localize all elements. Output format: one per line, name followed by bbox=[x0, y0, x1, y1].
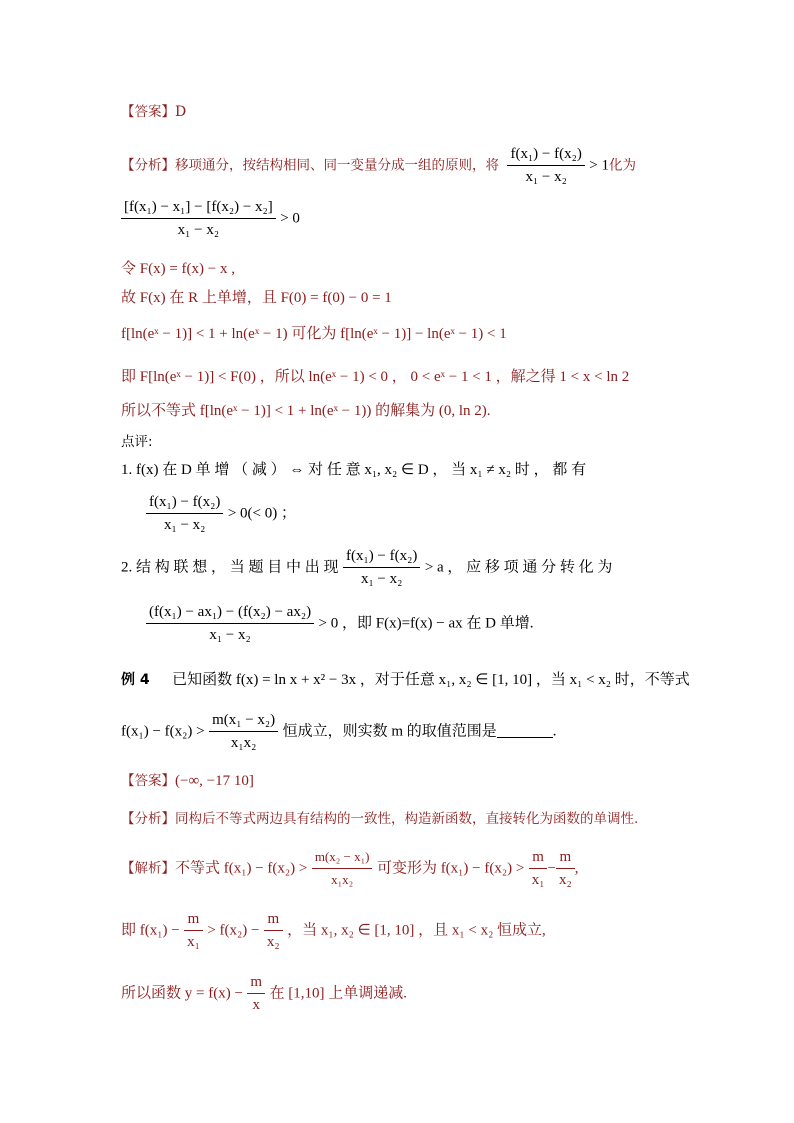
fraction-numerator: [f(x₁) − x₁] − [f(x₂) − x₂] bbox=[121, 198, 276, 219]
fraction-denominator: x₁x₂ bbox=[331, 872, 354, 887]
fraction-line-2 bbox=[121, 198, 300, 239]
fraction-numerator: m bbox=[264, 910, 283, 931]
line2-text-a: 即 f(x₁) − bbox=[121, 922, 180, 939]
analysis-fraction bbox=[507, 145, 584, 186]
fraction-denominator: x₁ − x₂ bbox=[209, 627, 251, 643]
analysis-text-b: 化为 bbox=[609, 157, 637, 174]
fraction-denominator: x₁ − x₂ bbox=[360, 571, 403, 587]
fraction-denominator: x₂ bbox=[558, 872, 572, 888]
fraction-denominator: x bbox=[252, 997, 260, 1013]
item-2-text: 2. 结 构 联 想 ， 当 题 目 中 出 现 bbox=[121, 559, 339, 576]
line2-text-c: ，当 x₁, x₂ ∈ [1, 10] ，且 x₁ < x₂ 恒成立, bbox=[287, 922, 546, 939]
line2-text-b: > f(x₂) − bbox=[207, 922, 260, 939]
fraction-numerator: m bbox=[556, 848, 575, 869]
answer-blank bbox=[497, 723, 553, 738]
fraction-denominator: x₁ − x₂ bbox=[525, 169, 567, 185]
analysis-2-line bbox=[121, 810, 638, 828]
fraction-denominator: x₁ − x₂ bbox=[163, 517, 206, 533]
m-over-x1 bbox=[184, 910, 203, 951]
derivation-line: 即 F[ln(eˣ − 1)] < F(0) ，所以 ln(eˣ − 1) < 0 ， 0 < eˣ − 1 < 1 ，解之得 1 < x < ln 2 bbox=[121, 369, 630, 385]
fraction-numerator: f(x₁) − f(x₂) bbox=[507, 145, 584, 166]
analysis-relation: > 1 bbox=[589, 157, 610, 174]
example-fraction bbox=[209, 711, 278, 752]
example-text-b: 恒成立，则实数 m 的取值范围是 bbox=[282, 723, 497, 740]
example-text: 已知函数 f(x) = ln x + x² − 3x ，对于任意 x₁, x₂ ∈ [1, 10] ，当 x₁ < x₂ 时，不等式 bbox=[172, 672, 690, 688]
comment-fraction bbox=[146, 493, 223, 534]
comment-item-1: 1. f(x) 在 D 单 增 （ 减 ） ⇔ 对 任 意 x₁, x₂ ∈ D ， 当 x₁ ≠ x₂ 时 ， 都 有 bbox=[121, 462, 587, 478]
fraction-numerator: (f(x₁) − ax₁) − (f(x₂) − ax₂) bbox=[146, 603, 314, 624]
item-2-fraction bbox=[343, 547, 420, 588]
mono-line: 故 F(x) 在 R 上单增，且 F(0) = f(0) − 0 = 1 bbox=[121, 290, 392, 306]
fraction-numerator: m bbox=[247, 973, 265, 994]
fraction-denominator: x₁x₂ bbox=[230, 735, 257, 751]
fraction-denominator: x₂ bbox=[266, 934, 280, 950]
fraction-denominator: x₁ bbox=[531, 872, 545, 888]
answer-label: 【答案】 bbox=[121, 104, 175, 120]
fraction-denominator: x₁ − x₂ bbox=[177, 222, 220, 238]
solution-line-3 bbox=[121, 973, 407, 1014]
analysis-text: 同构后不等式两边具有结构的一致性，构造新函数，直接转化为函数的单调性. bbox=[175, 811, 639, 827]
solution-line-2 bbox=[121, 910, 546, 951]
comma: , bbox=[574, 860, 579, 877]
answer-value: D bbox=[175, 104, 187, 120]
period: . bbox=[552, 723, 557, 740]
solution-set-line: 所以不等式 f[ln(eˣ − 1)] < 1 + ln(eˣ − 1)) 的解集为 (0, ln 2). bbox=[121, 403, 491, 419]
inequality-line: f[ln(eˣ − 1)] < 1 + ln(eˣ − 1) 可化为 f[ln(eˣ − 1)] − ln(eˣ − 1) < 1 bbox=[121, 326, 507, 342]
fraction-denominator: x₁ bbox=[187, 934, 200, 950]
solution-label: 【解析】 bbox=[121, 860, 175, 877]
comment-item-1-fraction-line bbox=[146, 493, 296, 534]
fraction-numerator: m(x₁ − x₂) bbox=[209, 711, 278, 732]
item-2-text-c: > 0 ，即 F(x)=f(x) − ax 在 D 单增. bbox=[318, 615, 534, 632]
fraction-numerator: m(x₂ − x₁) bbox=[312, 848, 373, 869]
fraction-numerator: m bbox=[184, 910, 203, 931]
comment-item-2 bbox=[121, 547, 612, 588]
comment-title: 点评: bbox=[121, 434, 153, 450]
analysis-label: 【分析】 bbox=[121, 157, 175, 174]
fraction-numerator: f(x₁) − f(x₂) bbox=[343, 547, 420, 568]
relation: > 0 bbox=[280, 210, 300, 227]
relation: > 0(< 0) ； bbox=[227, 505, 297, 522]
analysis-line bbox=[121, 145, 636, 186]
let-line: 令 F(x) = f(x) − x , bbox=[121, 261, 235, 277]
answer-label: 【答案】 bbox=[121, 773, 175, 789]
bracket-fraction bbox=[121, 198, 276, 239]
line3-text-a: 所以函数 y = f(x) − bbox=[121, 985, 243, 1002]
item-2-fraction-2 bbox=[146, 603, 314, 644]
fraction-numerator: f(x₁) − f(x₂) bbox=[146, 493, 223, 514]
analysis-label: 【分析】 bbox=[121, 811, 175, 827]
example-4-line bbox=[121, 671, 690, 689]
example-lhs: f(x₁) − f(x₂) > bbox=[121, 723, 205, 740]
solution-fraction bbox=[312, 848, 373, 889]
comment-item-2-line-2 bbox=[146, 603, 533, 644]
m-over-x bbox=[247, 973, 265, 1014]
line3-text-b: 在 [1,10] 上单调递减. bbox=[269, 985, 407, 1002]
answer-value: (−∞, −17 10] bbox=[175, 773, 254, 789]
fraction-numerator: m bbox=[529, 848, 548, 869]
example-4-line-2 bbox=[121, 711, 557, 752]
analysis-text: 移项通分，按结构相同、同一变量分成一组的原则，将 bbox=[175, 157, 499, 174]
solution-text: 不等式 f(x₁) − f(x₂) > bbox=[175, 860, 308, 877]
answer-2-line bbox=[121, 772, 254, 790]
m-over-x2 bbox=[264, 910, 283, 951]
answer-line bbox=[121, 103, 186, 121]
solution-text-b: 可变形为 f(x₁) − f(x₂) > bbox=[376, 860, 525, 877]
example-label: 例 4 bbox=[121, 672, 150, 688]
m-over-x2 bbox=[556, 848, 575, 889]
solution-line-1: 【解析】不等式 f(x₁) − f(x₂) > $\frac{\text{m(x₂ − x₁)}}{\text{x₁x₂}}$ 可变形为 f(x₁) − f(x₂) > $\frac{m}{\text{x₁}}$ − $\frac{m}{\text{x₂}}$ , bbox=[121, 849, 579, 888]
m-over-x1 bbox=[529, 848, 548, 889]
item-2-text-b: > a ， 应 移 项 通 分 转 化 为 bbox=[424, 559, 613, 576]
